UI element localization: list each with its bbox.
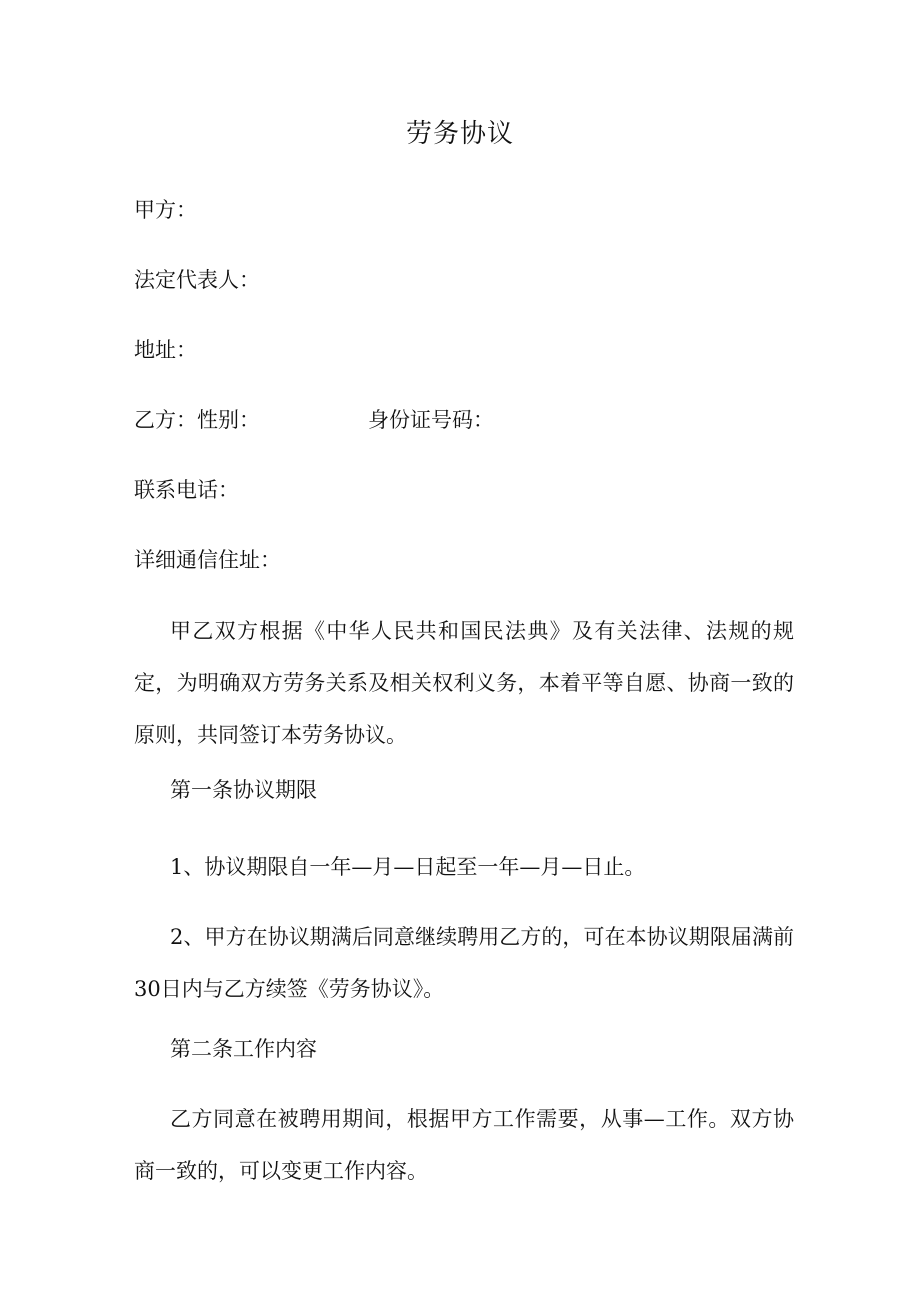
article2-heading: 第二条工作内容 (170, 1037, 317, 1061)
legal-representative-label: 法定代表人： (134, 268, 260, 292)
gender-label: 性别： (197, 408, 260, 432)
article2-paragraph: 乙方同意在被聘用期间，根据甲方工作需要，从事—工作。双方协商一致的，可以变更工作内容。 (134, 1107, 794, 1183)
party-b-line (134, 405, 494, 435)
intro-paragraph: 甲乙双方根据《中华人民共和国民法典》及有关法律、法规的规定，为明确双方劳务关系及相关权利义务，本着平等自愿、协商一致的原则，共同签订本劳务协议。 (134, 619, 794, 747)
address-label: 地址： (134, 338, 197, 362)
mailing-address-label: 详细通信住址： (134, 548, 281, 572)
phone-label: 联系电话： (134, 478, 239, 502)
party-a-label: 甲方： (134, 198, 197, 222)
article1-heading: 第一条协议期限 (170, 778, 317, 802)
article1-clause2: 2、甲方在协议期满后同意继续聘用乙方的，可在本协议期限届满前30日内与乙方续签《劳务协议》。 (134, 925, 794, 1001)
id-number-label: 身份证号码： (368, 408, 494, 432)
document-title: 劳务协议 (405, 119, 514, 149)
party-b-label: 乙方： (134, 408, 197, 432)
article1-clause1: 1、协议期限自一年—月—日起至一年—月—日止。 (170, 855, 646, 879)
